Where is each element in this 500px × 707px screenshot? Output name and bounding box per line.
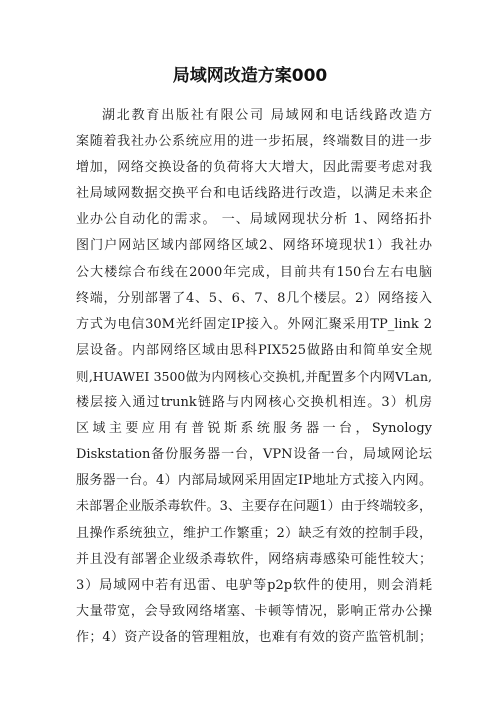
body-line: 大量带宽，会导致网络堵塞、卡顿等情况，影响正常办公操 xyxy=(76,603,432,619)
body-line: 业办公自动化的需求。 一、局域网现状分析 1、网络拓扑 xyxy=(76,212,432,228)
body-line: 且操作系统独立，维护工作繁重；2）缺乏有效的控制手段， xyxy=(76,525,432,541)
body-line: 则,HUAWEI 3500做为内网核心交换机,并配置多个内网VLan, xyxy=(76,368,432,384)
body-line: 层设备。内部网络区域由思科PIX525做路由和简单安全规 xyxy=(76,342,432,358)
body-line: 图门户网站区域内部网络区域2、网络环境现状1）我社办 xyxy=(76,238,432,254)
body-line: Diskstation备份服务器一台，VPN设备一台，局域网论坛 xyxy=(76,447,432,463)
body-line: 区域主要应用有普锐斯系统服务器一台，Synology xyxy=(76,421,432,437)
body-line: 楼层接入通过trunk链路与内网核心交换机相连。3）机房 xyxy=(76,395,432,411)
document-body xyxy=(76,103,432,651)
body-line: 社局域网数据交换平台和电话线路进行改造，以满足未来企 xyxy=(76,186,432,202)
body-line: 服务器一台。4）内部局域网采用固定IP地址方式接入内网。 xyxy=(76,473,432,489)
body-line: 终端，分别部署了4、5、6、7、8几个楼层。2）网络接入 xyxy=(76,290,432,306)
body-line: 3）局域网中若有迅雷、电驴等p2p软件的使用，则会消耗 xyxy=(76,577,432,593)
document-title: 局域网改造方案000 xyxy=(172,66,328,86)
body-line: 公大楼综合布线在2000年完成，目前共有150台左右电脑 xyxy=(76,264,432,280)
body-line: 湖北教育出版社有限公司 局域网和电话线路改造方 xyxy=(102,108,432,123)
body-line: 并且没有部署企业级杀毒软件，网络病毒感染可能性较大； xyxy=(76,551,432,567)
body-line: 案随着我社办公系统应用的进一步拓展，终端数目的进一步 xyxy=(76,134,432,150)
body-line: 未部署企业版杀毒软件。3、主要存在问题1）由于终端较多， xyxy=(76,499,432,515)
body-line: 增加，网络交换设备的负荷将大大增大，因此需要考虑对我 xyxy=(76,160,432,176)
body-line: 方式为电信30M光纤固定IP接入。外网汇聚采用TP_link 2 xyxy=(76,316,432,332)
body-line: 作；4）资产设备的管理粗放，也难有有效的资产监管机制； xyxy=(76,629,432,645)
